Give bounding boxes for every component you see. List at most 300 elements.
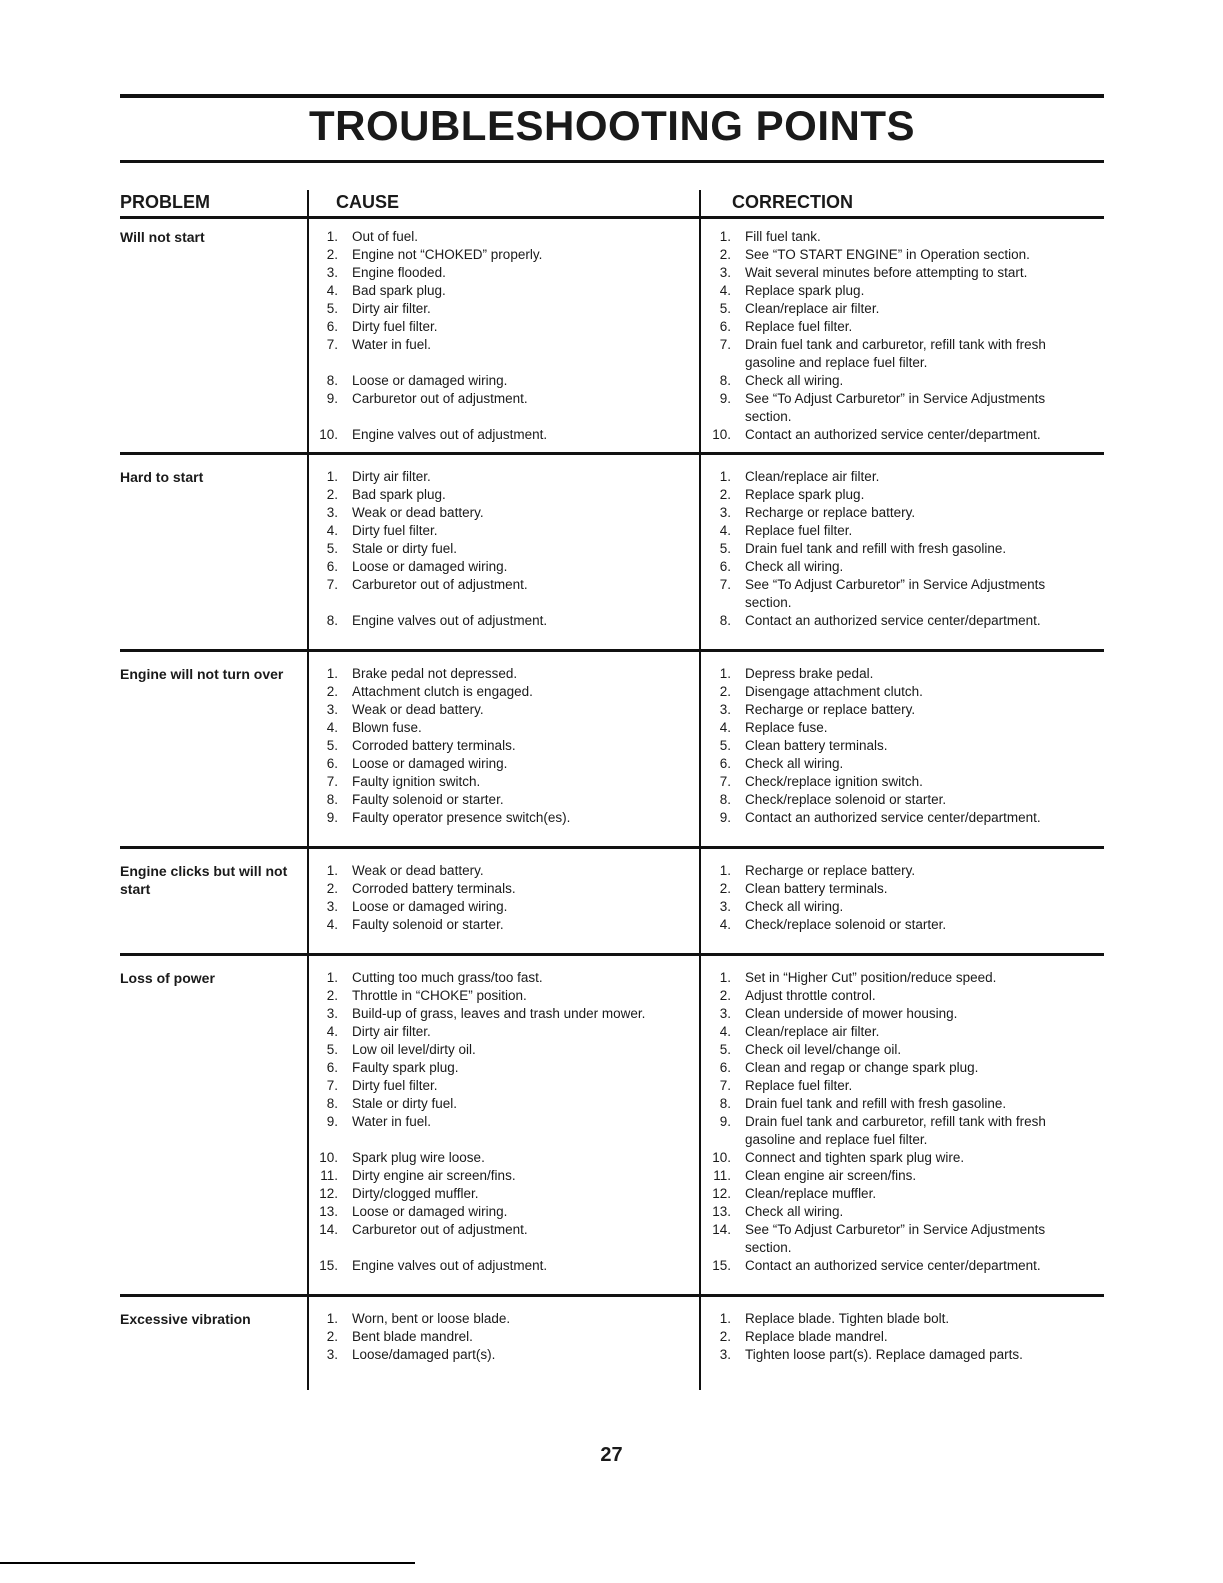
item-text: Loose/damaged part(s).	[352, 1347, 496, 1362]
item-text: Dirty air filter.	[352, 469, 431, 484]
item-number: 5.	[719, 1042, 731, 1057]
item-number: 8.	[326, 792, 338, 807]
group-divider	[120, 953, 1104, 956]
item-number: 2.	[719, 487, 731, 502]
item-text: Bad spark plug.	[352, 487, 446, 502]
item-number: 10.	[712, 1150, 731, 1165]
item-text: Blown fuse.	[352, 720, 422, 735]
header-correction: CORRECTION	[732, 192, 853, 212]
list-item	[709, 468, 1089, 486]
list-item	[709, 1023, 1089, 1041]
item-number: 2.	[326, 881, 338, 896]
item-number: 6.	[719, 756, 731, 771]
item-text: See “To Adjust Carburetor” in Service Adjustments section.	[745, 1222, 1046, 1255]
item-text: Faulty solenoid or starter.	[352, 917, 504, 932]
list-item	[316, 540, 696, 558]
item-number: 13.	[712, 1204, 731, 1219]
item-text: Connect and tighten spark plug wire.	[745, 1150, 965, 1165]
list-item	[316, 755, 696, 773]
list-item	[709, 969, 1089, 987]
item-number: 4.	[719, 720, 731, 735]
list-item	[316, 318, 696, 336]
list-item	[316, 612, 696, 630]
list-item	[709, 228, 1089, 246]
item-number: 5.	[719, 738, 731, 753]
list-item	[709, 246, 1089, 264]
item-number: 5.	[326, 301, 338, 316]
item-number: 10.	[712, 427, 731, 442]
list-item	[709, 809, 1089, 827]
item-number: 15.	[319, 1258, 338, 1273]
list-item	[316, 246, 696, 264]
item-text: Replace fuel filter.	[745, 319, 853, 334]
item-number: 4.	[326, 283, 338, 298]
page-title: TROUBLESHOOTING POINTS	[308, 102, 915, 149]
list-item	[316, 1005, 696, 1023]
item-number: 4.	[719, 283, 731, 298]
item-text: Clean underside of mower housing.	[745, 1006, 958, 1021]
item-number: 5.	[326, 1042, 338, 1057]
item-number: 8.	[719, 1096, 731, 1111]
item-text: Replace spark plug.	[745, 487, 865, 502]
list-item	[316, 1077, 696, 1095]
item-number: 14.	[319, 1222, 338, 1237]
list-item	[316, 504, 696, 522]
item-text: Check all wiring.	[745, 899, 844, 914]
item-text: Adjust throttle control.	[745, 988, 876, 1003]
item-text: Replace blade. Tighten blade bolt.	[745, 1311, 950, 1326]
item-text: Loose or damaged wiring.	[352, 373, 508, 388]
item-number: 3.	[326, 702, 338, 717]
list-item	[709, 880, 1089, 898]
item-text: Replace blade mandrel.	[745, 1329, 888, 1344]
item-text: Dirty fuel filter.	[352, 1078, 438, 1093]
item-number: 6.	[719, 559, 731, 574]
item-text: Stale or dirty fuel.	[352, 1096, 458, 1111]
list-item	[709, 683, 1089, 701]
item-text: Check all wiring.	[745, 756, 844, 771]
item-text: Recharge or replace battery.	[745, 505, 916, 520]
item-text: Engine not “CHOKED” properly.	[352, 247, 543, 262]
item-number: 6.	[326, 559, 338, 574]
item-number: 1.	[719, 469, 731, 484]
list-item	[316, 1167, 696, 1185]
item-number: 1.	[326, 970, 338, 985]
item-text: Wait several minutes before attempting to start.	[745, 265, 1028, 280]
item-number: 15.	[712, 1258, 731, 1273]
item-number: 1.	[719, 863, 731, 878]
item-number: 1.	[326, 666, 338, 681]
item-text: Engine valves out of adjustment.	[352, 613, 548, 628]
item-text: See “TO START ENGINE” in Operation section.	[745, 247, 1030, 262]
item-text: Contact an authorized service center/department.	[745, 810, 1041, 825]
list-item	[316, 1059, 696, 1077]
item-number: 2.	[719, 684, 731, 699]
item-text: See “To Adjust Carburetor” in Service Adjustments section.	[745, 577, 1046, 610]
correction-list	[709, 468, 1089, 630]
item-text: Bent blade mandrel.	[352, 1329, 473, 1344]
top-rule	[120, 94, 1104, 98]
list-item	[316, 791, 696, 809]
item-number: 1.	[719, 970, 731, 985]
list-item	[709, 1257, 1089, 1275]
item-text: Recharge or replace battery.	[745, 863, 916, 878]
item-text: Weak or dead battery.	[352, 863, 484, 878]
list-item	[709, 1095, 1089, 1113]
list-item	[709, 1185, 1089, 1203]
item-text: Throttle in “CHOKE” position.	[352, 988, 527, 1003]
list-item	[709, 1113, 1089, 1149]
item-text: Low oil level/dirty oil.	[352, 1042, 476, 1057]
item-text: Set in “Higher Cut” position/reduce speed.	[745, 970, 997, 985]
correction-list	[709, 862, 1089, 934]
item-text: Out of fuel.	[352, 229, 419, 244]
item-text: Weak or dead battery.	[352, 505, 484, 520]
list-item	[316, 719, 696, 737]
item-number: 2.	[326, 684, 338, 699]
list-item	[709, 1328, 1089, 1346]
item-text: Drain fuel tank and carburetor, refill tank with fresh gasoline and replace fuel filter.	[745, 337, 1046, 370]
item-number: 9.	[719, 810, 731, 825]
list-item	[316, 1257, 696, 1275]
group-divider	[120, 649, 1104, 652]
list-item	[709, 898, 1089, 916]
item-text: Check all wiring.	[745, 373, 844, 388]
correction-list	[709, 228, 1089, 444]
list-item	[316, 1041, 696, 1059]
list-item	[316, 683, 696, 701]
list-item	[709, 1077, 1089, 1095]
item-number: 7.	[719, 1078, 731, 1093]
list-item	[709, 1346, 1089, 1364]
item-number: 3.	[719, 1006, 731, 1021]
item-number: 3.	[719, 1347, 731, 1362]
item-number: 2.	[719, 247, 731, 262]
item-text: Contact an authorized service center/department.	[745, 1258, 1041, 1273]
item-number: 7.	[326, 774, 338, 789]
list-item	[316, 898, 696, 916]
header-problem: PROBLEM	[120, 192, 210, 212]
list-item	[316, 1023, 696, 1041]
group-divider	[120, 1294, 1104, 1297]
item-text: Replace spark plug.	[745, 283, 865, 298]
problem-label: Hard to start	[120, 469, 204, 485]
list-item	[709, 773, 1089, 791]
item-text: Carburetor out of adjustment.	[352, 1222, 528, 1237]
bottom-scan-edge	[0, 1562, 415, 1564]
item-text: Dirty fuel filter.	[352, 319, 438, 334]
list-item	[316, 701, 696, 719]
item-text: Drain fuel tank and refill with fresh gasoline.	[745, 541, 1007, 556]
item-number: 8.	[719, 373, 731, 388]
item-text: Check/replace solenoid or starter.	[745, 792, 947, 807]
item-number: 8.	[719, 792, 731, 807]
item-number: 3.	[719, 265, 731, 280]
item-number: 2.	[326, 1329, 338, 1344]
item-number: 4.	[326, 917, 338, 932]
item-text: Carburetor out of adjustment.	[352, 577, 528, 592]
item-text: Worn, bent or loose blade.	[352, 1311, 511, 1326]
item-text: Check all wiring.	[745, 559, 844, 574]
list-item	[709, 1310, 1089, 1328]
list-item	[709, 558, 1089, 576]
list-item	[316, 522, 696, 540]
list-item	[316, 228, 696, 246]
list-item	[316, 1328, 696, 1346]
item-text: Faulty spark plug.	[352, 1060, 459, 1075]
list-item	[316, 665, 696, 683]
item-text: Dirty/clogged muffler.	[352, 1186, 479, 1201]
list-item	[709, 987, 1089, 1005]
item-text: Engine flooded.	[352, 265, 446, 280]
item-number: 9.	[326, 1114, 338, 1129]
list-item	[316, 1203, 696, 1221]
list-item	[709, 737, 1089, 755]
list-item	[709, 916, 1089, 934]
cause-list	[316, 228, 696, 444]
list-item	[316, 264, 696, 282]
item-text: Loose or damaged wiring.	[352, 899, 508, 914]
list-item	[316, 300, 696, 318]
column-divider-correction	[699, 190, 701, 1390]
item-number: 13.	[319, 1204, 338, 1219]
item-text: Engine valves out of adjustment.	[352, 427, 548, 442]
item-text: Brake pedal not depressed.	[352, 666, 518, 681]
item-number: 1.	[326, 1311, 338, 1326]
item-number: 3.	[326, 899, 338, 914]
item-number: 5.	[326, 541, 338, 556]
list-item	[709, 719, 1089, 737]
item-text: Faulty ignition switch.	[352, 774, 481, 789]
item-text: Engine valves out of adjustment.	[352, 1258, 548, 1273]
item-text: Contact an authorized service center/department.	[745, 427, 1041, 442]
item-text: Clean battery terminals.	[745, 738, 888, 753]
list-item	[316, 576, 696, 594]
list-item	[316, 1310, 696, 1328]
list-item	[709, 336, 1089, 372]
item-number: 14.	[712, 1222, 731, 1237]
item-text: Faulty operator presence switch(es).	[352, 810, 571, 825]
list-item	[709, 701, 1089, 719]
item-text: Bad spark plug.	[352, 283, 446, 298]
item-number: 10.	[319, 1150, 338, 1165]
list-item	[316, 282, 696, 300]
item-number: 2.	[326, 247, 338, 262]
item-text: Faulty solenoid or starter.	[352, 792, 504, 807]
list-item	[316, 372, 696, 390]
list-item	[709, 1221, 1089, 1257]
item-number: 4.	[326, 1024, 338, 1039]
item-number: 1.	[326, 229, 338, 244]
item-number: 7.	[326, 577, 338, 592]
item-text: Dirty air filter.	[352, 1024, 431, 1039]
list-item	[316, 809, 696, 827]
item-text: Replace fuel filter.	[745, 1078, 853, 1093]
item-number: 8.	[326, 373, 338, 388]
item-text: Clean/replace muffler.	[745, 1186, 877, 1201]
list-item	[316, 773, 696, 791]
item-number: 2.	[326, 988, 338, 1003]
item-number: 9.	[326, 810, 338, 825]
list-item	[316, 1221, 696, 1239]
item-text: Stale or dirty fuel.	[352, 541, 458, 556]
item-number: 1.	[719, 1311, 731, 1326]
item-number: 7.	[719, 774, 731, 789]
problem-label: Excessive vibration	[120, 1311, 251, 1327]
list-item	[316, 862, 696, 880]
list-item	[316, 969, 696, 987]
list-item	[709, 576, 1089, 612]
item-number: 5.	[326, 738, 338, 753]
item-text: Disengage attachment clutch.	[745, 684, 923, 699]
item-text: Corroded battery terminals.	[352, 881, 516, 896]
cause-list	[316, 1310, 696, 1364]
item-number: 4.	[719, 1024, 731, 1039]
item-text: Clean/replace air filter.	[745, 469, 880, 484]
item-number: 10.	[319, 427, 338, 442]
item-number: 8.	[719, 613, 731, 628]
item-text: Contact an authorized service center/department.	[745, 613, 1041, 628]
item-number: 6.	[719, 1060, 731, 1075]
cause-list	[316, 665, 696, 827]
item-text: Dirty fuel filter.	[352, 523, 438, 538]
item-text: See “To Adjust Carburetor” in Service Adjustments section.	[745, 391, 1046, 424]
group-divider	[120, 452, 1104, 455]
item-number: 3.	[719, 505, 731, 520]
correction-list	[709, 1310, 1089, 1364]
item-number: 7.	[326, 337, 338, 352]
group-divider	[120, 846, 1104, 849]
item-text: Loose or damaged wiring.	[352, 1204, 508, 1219]
list-item	[709, 522, 1089, 540]
list-item	[316, 558, 696, 576]
item-text: Check oil level/change oil.	[745, 1042, 902, 1057]
list-item	[709, 862, 1089, 880]
item-text: Clean/replace air filter.	[745, 301, 880, 316]
item-number: 3.	[326, 1006, 338, 1021]
item-number: 4.	[719, 523, 731, 538]
item-text: Water in fuel.	[352, 1114, 432, 1129]
list-item	[316, 916, 696, 934]
item-number: 12.	[712, 1186, 731, 1201]
item-number: 7.	[719, 337, 731, 352]
item-text: Water in fuel.	[352, 337, 432, 352]
list-item	[709, 612, 1089, 630]
item-number: 9.	[719, 1114, 731, 1129]
list-item	[709, 426, 1089, 444]
item-number: 8.	[326, 613, 338, 628]
item-number: 9.	[719, 391, 731, 406]
item-text: Drain fuel tank and carburetor, refill tank with fresh gasoline and replace fuel filter.	[745, 1114, 1046, 1147]
item-text: Replace fuse.	[745, 720, 828, 735]
item-text: Spark plug wire loose.	[352, 1150, 485, 1165]
list-item	[709, 390, 1089, 426]
list-item	[316, 987, 696, 1005]
problem-label: Engine will not turn over	[120, 666, 284, 682]
list-item	[316, 1346, 696, 1364]
item-number: 12.	[319, 1186, 338, 1201]
cause-list	[316, 969, 696, 1275]
item-number: 2.	[719, 881, 731, 896]
item-number: 2.	[326, 487, 338, 502]
list-item	[709, 755, 1089, 773]
item-text: Carburetor out of adjustment.	[352, 391, 528, 406]
item-number: 4.	[326, 720, 338, 735]
header-cause: CAUSE	[336, 192, 400, 212]
item-text: Clean engine air screen/fins.	[745, 1168, 917, 1183]
item-number: 2.	[719, 1329, 731, 1344]
cause-list	[316, 468, 696, 630]
item-number: 6.	[326, 1060, 338, 1075]
list-item	[709, 300, 1089, 318]
list-item	[709, 1059, 1089, 1077]
item-number: 1.	[326, 863, 338, 878]
item-text: Corroded battery terminals.	[352, 738, 516, 753]
list-item	[709, 318, 1089, 336]
item-number: 1.	[326, 469, 338, 484]
item-text: Build-up of grass, leaves and trash under mower.	[352, 1006, 646, 1021]
item-number: 3.	[326, 505, 338, 520]
item-text: Depress brake pedal.	[745, 666, 874, 681]
list-item	[316, 1095, 696, 1113]
list-item	[709, 504, 1089, 522]
cause-list	[316, 862, 696, 934]
list-item	[316, 737, 696, 755]
list-item	[709, 1005, 1089, 1023]
item-text: Clean battery terminals.	[745, 881, 888, 896]
list-item	[709, 1149, 1089, 1167]
item-number: 1.	[719, 229, 731, 244]
problem-label: Loss of power	[120, 970, 215, 986]
list-item	[709, 1203, 1089, 1221]
item-text: Cutting too much grass/too fast.	[352, 970, 543, 985]
item-text: Weak or dead battery.	[352, 702, 484, 717]
list-item	[316, 468, 696, 486]
item-text: Drain fuel tank and refill with fresh gasoline.	[745, 1096, 1007, 1111]
item-number: 6.	[719, 319, 731, 334]
list-item	[316, 1149, 696, 1167]
item-text: Check all wiring.	[745, 1204, 844, 1219]
list-item	[709, 1167, 1089, 1185]
item-number: 7.	[326, 1078, 338, 1093]
item-text: Replace fuel filter.	[745, 523, 853, 538]
item-number: 3.	[719, 702, 731, 717]
list-item	[709, 665, 1089, 683]
item-text: Loose or damaged wiring.	[352, 559, 508, 574]
item-text: Fill fuel tank.	[745, 229, 821, 244]
list-item	[316, 880, 696, 898]
item-number: 3.	[326, 265, 338, 280]
item-text: Loose or damaged wiring.	[352, 756, 508, 771]
page-number: 27	[600, 1444, 623, 1466]
item-number: 1.	[719, 666, 731, 681]
item-text: Dirty air filter.	[352, 301, 431, 316]
list-item	[709, 264, 1089, 282]
item-text: Check/replace solenoid or starter.	[745, 917, 947, 932]
list-item	[709, 282, 1089, 300]
item-number: 3.	[719, 899, 731, 914]
list-item	[316, 336, 696, 354]
list-item	[709, 540, 1089, 558]
item-text: Attachment clutch is engaged.	[352, 684, 533, 699]
list-item	[316, 426, 696, 444]
list-item	[709, 486, 1089, 504]
item-number: 11.	[320, 1168, 338, 1183]
problem-label: Engine clicks but will not start	[120, 863, 288, 897]
list-item	[316, 1185, 696, 1203]
item-text: Clean and regap or change spark plug.	[745, 1060, 979, 1075]
item-number: 7.	[719, 577, 731, 592]
